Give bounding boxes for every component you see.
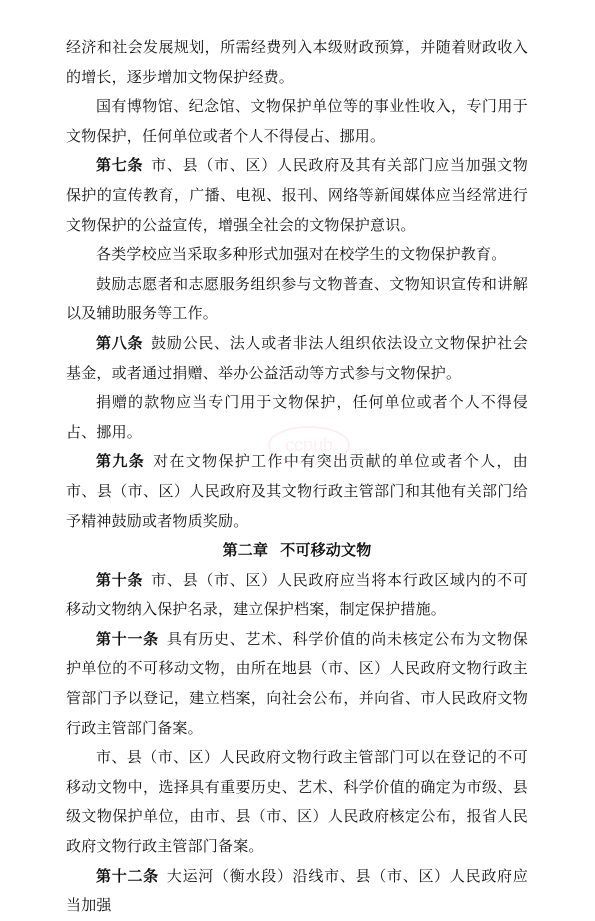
paragraph: 鼓励志愿者和志愿服务组织参与文物普查、文物知识宣传和讲解以及辅助服务等工作。 — [66, 274, 528, 323]
article-number: 第十二条 — [96, 866, 159, 885]
article-11: 第十一条 具有历史、艺术、科学价值的尚未核定公布为文物保护单位的不可移动文物，由所在地县（市、区）人民政府文物行政主管部门予以登记，建立档案，向社会公布，并向省、市人民政府文物行政主管部门备案。 — [66, 629, 528, 737]
chapter-heading — [66, 536, 528, 566]
article-number: 第十条 — [96, 570, 144, 589]
chapter-number: 第二章 — [222, 541, 269, 560]
article-7: 第七条 市、县（市、区）人民政府及其有关部门应当加强文物保护的宣传教育，广播、电视、报刊、网络等新闻媒体应当经常进行文物保护的公益宣传，增强全社会的文物保护意识。 — [66, 156, 528, 234]
article-number: 第七条 — [96, 156, 144, 175]
document-body — [66, 33, 528, 921]
paragraph: 经济和社会发展规划，所需经费列入本级财政预算，并随着财政收入的增长，逐步增加文物保护经费。 — [66, 38, 528, 86]
paragraph: 各类学校应当采取多种形式加强对在校学生的文物保护教育。 — [96, 245, 507, 264]
article-8: 第八条 鼓励公民、法人或者非法人组织依法设立文物保护社会基金，或者通过捐赠、举办公益活动等方式参与文物保护。 — [66, 333, 528, 382]
chapter-title: 不可移动文物 — [280, 541, 372, 560]
article-number: 第十一条 — [96, 629, 159, 648]
article-9: 第九条 对在文物保护工作中有突出贡献的单位或者个人，由市、县（市、区）人民政府及其文物行政主管部门和其他有关部门给予精神鼓励或者物质奖励。 — [66, 452, 528, 530]
article-number: 第九条 — [96, 452, 146, 471]
article-number: 第八条 — [96, 333, 144, 352]
paragraph: 市、县（市、区）人民政府文物行政主管部门可以在登记的不可移动文物中，选择具有重要历史、艺术、科学价值的确定为市级、县级文物保护单位，由市、县（市、区）人民政府核定公布，报省人民政府文物行政主管部门备案。 — [66, 748, 528, 856]
paragraph: 国有博物馆、纪念馆、文物保护单位等的事业性收入，专门用于文物保护，任何单位或者个人不得侵占、挪用。 — [66, 97, 528, 145]
article-12: 第十二条 大运河（衡水段）沿线市、县（市、区）人民政府应当加强 — [66, 866, 528, 915]
article-10: 第十条 市、县（市、区）人民政府应当将本行政区域内的不可移动文物纳入保护名录，建立保护档案，制定保护措施。 — [66, 570, 528, 619]
paragraph: 捐赠的款物应当专门用于文物保护，任何单位或者个人不得侵占、挪用。 — [66, 393, 528, 441]
svg-text:ccpub: ccpub — [284, 435, 334, 455]
